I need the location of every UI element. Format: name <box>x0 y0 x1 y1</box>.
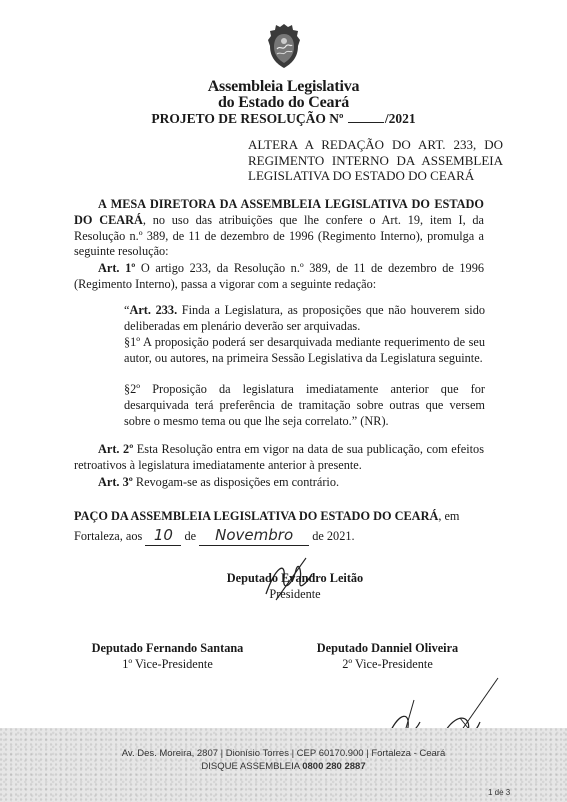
closing-year: de 2021. <box>312 529 355 543</box>
art2-label: Art. 2º <box>98 442 134 456</box>
vp1-role: 1º Vice-Presidente <box>122 657 213 671</box>
president-block <box>220 570 370 602</box>
closing-rest: , em <box>438 509 460 523</box>
vp1-name: Deputado Fernando Santana <box>91 641 244 655</box>
project-prefix: PROJETO DE RESOLUÇÃO Nº <box>151 111 344 126</box>
footer-phone-line <box>0 761 567 772</box>
project-number-line <box>0 111 567 127</box>
footer-disque-label: DISQUE ASSEMBLEIA <box>201 761 300 772</box>
art2-paragraph <box>74 442 484 474</box>
art1-paragraph <box>74 261 484 293</box>
art233-caput-text: Finda a Legislatura, as proposições que não houverem sido deliberadas em plenário deverão ser arquivadas. <box>124 303 486 333</box>
art3-text: Revogam-se as disposições em contrário. <box>132 475 340 489</box>
closing-bold: PAÇO DA ASSEMBLEIA LEGISLATIVA DO ESTADO DO CEARÁ <box>74 509 439 523</box>
art233-label: Art. 233. <box>129 303 178 317</box>
closing-day: 10 <box>145 526 181 546</box>
assembly-name-line1: Assembleia Legislativa <box>207 78 360 95</box>
art1-label: Art. 1º <box>98 261 136 275</box>
art233-paragraph-1: §1º A proposição poderá ser desarquivada mediante requerimento de seu autor, ou autores, na primeira Sessão Legislativa da Legislatura seguinte. <box>124 335 485 365</box>
ementa: ALTERA A REDAÇÃO DO ART. 233, DO REGIMENTO INTERNO DA ASSEMBLEIA LEGISLATIVA DO ESTADO DO CEARÁ <box>248 137 503 183</box>
preamble-text: , no uso das atribuições que lhe confere o Art. 19, item I, da Resolução n.º 389, de 11 de dezembro de 1996 (Regimento Interno), promulga a seguinte resolução: <box>74 212 484 259</box>
art3-paragraph <box>74 475 484 491</box>
ceara-coat-of-arms-icon <box>264 22 304 70</box>
president-role: Presidente <box>269 587 321 601</box>
vp1-block <box>80 640 255 672</box>
closing-line1 <box>74 507 484 526</box>
vp2-role: 2º Vice-Presidente <box>342 657 433 671</box>
preamble-paragraph <box>74 197 484 260</box>
footer-phone: 0800 280 2887 <box>302 761 366 772</box>
assembly-name-line2: do Estado do Ceará <box>217 94 350 111</box>
art3-label: Art. 3º <box>98 475 133 489</box>
page-counter: 1 de 3 <box>488 788 511 797</box>
closing-line2 <box>74 526 484 546</box>
closing-month: Novembro <box>199 526 309 546</box>
footer-address: Av. Des. Moreira, 2807 | Dionísio Torres | CEP 60170.900 | Fortaleza - Ceará <box>121 748 446 759</box>
art2-text: Esta Resolução entra em vigor na data de sua publicação, com efeitos retroativos à legislatura imediatamente anterior à presente. <box>74 442 484 472</box>
art1-text: O artigo 233, da Resolução n.º 389, de 11 de dezembro de 1996 (Regimento Interno), passa a vigorar com a seguinte redação: <box>74 261 484 291</box>
closing-city: Fortaleza, aos <box>74 529 143 543</box>
art233-caput <box>124 303 485 335</box>
vp2-block <box>300 640 475 672</box>
closing-de: de <box>184 529 197 543</box>
closing-paragraph <box>74 507 484 546</box>
quote-open-mark: “ <box>124 303 130 317</box>
preamble-bold: A MESA DIRETORA DA ASSEMBLEIA LEGISLATIVA DO ESTADO DO CEARÁ <box>74 197 484 227</box>
vp2-name: Deputado Danniel Oliveira <box>316 641 459 655</box>
project-number-blank <box>348 111 384 123</box>
project-year: /2021 <box>384 111 416 126</box>
president-name: Deputado Evandro Leitão <box>226 571 364 585</box>
art233-paragraph-2: §2º Proposição da legislatura imediatamente anterior que for desarquivada terá preferência de tramitação sobre outras que versem sobre o mesmo tema ou que lhe seja correlato.” (NR). <box>124 382 485 428</box>
